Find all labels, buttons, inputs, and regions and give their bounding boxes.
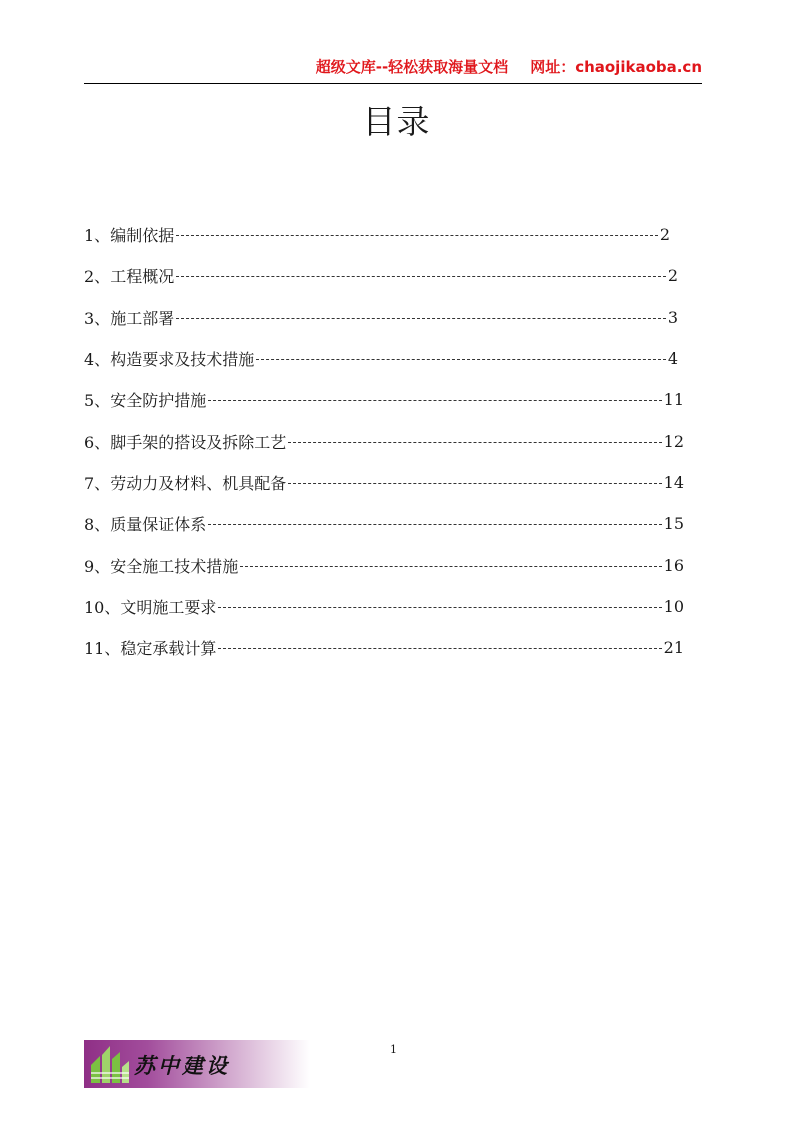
toc-leader bbox=[256, 359, 666, 360]
toc-entry-number: 5、 bbox=[84, 391, 111, 411]
toc-entry[interactable] bbox=[84, 627, 684, 668]
toc-entry-page: 4 bbox=[667, 349, 678, 369]
toc-entry-label: 构造要求及技术措施 bbox=[110, 350, 255, 370]
toc-leader bbox=[176, 276, 666, 277]
company-logo bbox=[84, 1040, 310, 1088]
toc-entry-page: 10 bbox=[663, 596, 684, 616]
header-site-text: 超级文库--轻松获取海量文档 bbox=[315, 58, 509, 76]
toc-leader bbox=[288, 442, 661, 443]
toc-entry-page: 2 bbox=[667, 266, 678, 286]
toc-entry[interactable] bbox=[84, 462, 684, 503]
building-logo-icon bbox=[88, 1043, 132, 1085]
toc-leader bbox=[208, 400, 661, 401]
toc-entry-page: 11 bbox=[663, 390, 684, 410]
toc-entry-label: 质量保证体系 bbox=[110, 515, 207, 535]
toc-leader bbox=[208, 524, 661, 525]
toc-leader bbox=[218, 607, 661, 608]
toc-entry-page: 12 bbox=[663, 431, 684, 451]
toc-entry-label: 工程概况 bbox=[110, 267, 175, 287]
toc-entry-label: 文明施工要求 bbox=[120, 597, 217, 617]
header-url[interactable]: 网址：chaojikaoba.cn bbox=[530, 58, 702, 76]
toc-entry[interactable] bbox=[84, 586, 684, 627]
toc-entry[interactable] bbox=[84, 544, 684, 585]
toc-leader bbox=[176, 235, 658, 236]
toc-entry-number: 10、 bbox=[84, 597, 121, 617]
toc-entry-number: 7、 bbox=[84, 473, 111, 493]
toc-entry-label: 脚手架的搭设及拆除工艺 bbox=[110, 432, 287, 452]
toc-entry-number: 9、 bbox=[84, 556, 111, 576]
toc-leader bbox=[218, 648, 661, 649]
toc-entry-page: 15 bbox=[663, 514, 684, 534]
toc-entry[interactable] bbox=[84, 503, 684, 544]
toc-entry-label: 稳定承载计算 bbox=[120, 639, 217, 659]
page-header bbox=[316, 56, 702, 77]
header-divider bbox=[84, 83, 702, 84]
toc-entry[interactable] bbox=[84, 338, 684, 379]
toc-entry[interactable] bbox=[84, 379, 684, 420]
toc-entry-number: 3、 bbox=[84, 308, 111, 328]
toc-entry-number: 8、 bbox=[84, 515, 111, 535]
toc-entry-label: 编制依据 bbox=[110, 226, 175, 246]
toc-entry-page: 14 bbox=[663, 472, 684, 492]
page-title: 目录 bbox=[362, 102, 431, 141]
toc-entry[interactable] bbox=[84, 297, 684, 338]
toc-entry-number: 4、 bbox=[84, 350, 111, 370]
toc-leader bbox=[176, 318, 666, 319]
toc-entry-label: 安全施工技术措施 bbox=[110, 556, 239, 576]
table-of-contents bbox=[84, 214, 684, 668]
toc-entry-page: 2 bbox=[659, 225, 670, 245]
page-number: 1 bbox=[390, 1043, 397, 1056]
toc-entry-page: 3 bbox=[667, 307, 678, 327]
toc-entry-number: 11、 bbox=[84, 639, 121, 659]
toc-entry-page: 21 bbox=[663, 638, 684, 658]
toc-entry-number: 6、 bbox=[84, 432, 111, 452]
toc-entry-number: 1、 bbox=[84, 226, 111, 246]
toc-leader bbox=[288, 483, 661, 484]
toc-entry-page: 16 bbox=[663, 555, 684, 575]
toc-entry-label: 施工部署 bbox=[110, 308, 175, 328]
toc-leader bbox=[240, 566, 661, 567]
company-brand-name: 苏中建设 bbox=[134, 1053, 230, 1078]
toc-entry-label: 劳动力及材料、机具配备 bbox=[110, 473, 287, 493]
toc-entry[interactable] bbox=[84, 255, 684, 296]
toc-entry[interactable] bbox=[84, 214, 684, 255]
toc-entry-number: 2、 bbox=[84, 267, 111, 287]
toc-entry[interactable] bbox=[84, 420, 684, 461]
toc-entry-label: 安全防护措施 bbox=[110, 391, 207, 411]
